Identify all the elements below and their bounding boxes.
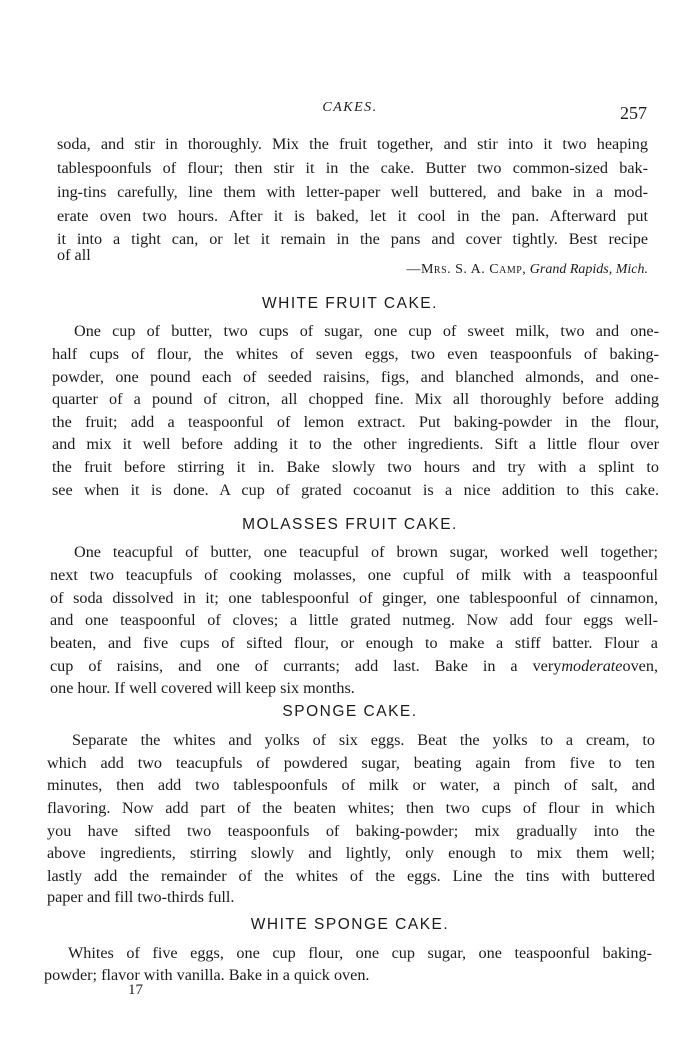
attribution-place: Grand Rapids, Mich. xyxy=(529,262,648,277)
signature-mark: 17 xyxy=(128,982,143,998)
text-line: tablespoonfuls of flour; then stir it in the cake. Butter two common-sized bak- xyxy=(57,159,648,177)
text-line: ing-tins carefully, line them with letter-paper well buttered, and bake in a mod- xyxy=(57,183,648,201)
text-line: and one teaspoonful of cloves; a little grated nutmeg. Now add four eggs well- xyxy=(50,611,658,629)
text-line: you have sifted two teaspoonfuls of baking-powder; mix gradually into the xyxy=(47,822,655,840)
text-segment: cup of raisins, and one of currants; add last. Bake in a very xyxy=(50,657,562,675)
page-number: 257 xyxy=(620,103,647,123)
emphasis-word: moderate xyxy=(561,657,623,675)
recipe-title-white-fruit-cake: WHITE FRUIT CAKE. xyxy=(262,295,438,312)
text-line: minutes, then add two tablespoonfuls of milk or water, a pinch of salt, and xyxy=(47,776,655,794)
recipe-title-white-sponge-cake: WHITE SPONGE CAKE. xyxy=(250,916,450,933)
text-line: the fruit; add a teaspoonful of lemon extract. Put baking-powder in the flour, xyxy=(52,413,659,431)
recipe-title-sponge-cake: SPONGE CAKE. xyxy=(282,703,418,720)
text-line-with-emphasis xyxy=(50,656,658,676)
text-line: the fruit before stirring it in. Bake slowly two hours and try with a splint to xyxy=(52,458,659,476)
text-line: it into a tight can, or let it remain in the pans and cover tightly. Best recipe xyxy=(57,230,648,248)
text-line: of soda dissolved in it; one tablespoonful of ginger, one tablespoonful of cinnamon, xyxy=(50,589,658,607)
text-line: above ingredients, stirring slowly and lightly, only enough to mix them well; xyxy=(47,844,655,862)
text-line: powder, one pound each of seeded raisins, figs, and blanched almonds, and one- xyxy=(52,368,659,386)
text-line: next two teacupfuls of cooking molasses, one cupful of milk with a teaspoonful xyxy=(50,566,658,584)
text-line: and mix it well before adding it to the other ingredients. Sift a little flour over xyxy=(52,435,659,453)
text-line: One teacupful of butter, one teacupful of brown sugar, worked well together; xyxy=(74,543,658,561)
text-line: lastly add the remainder of the whites of the eggs. Line the tins with buttered xyxy=(47,867,655,885)
attribution-name: —Mrs. S. A. Camp, xyxy=(406,262,527,277)
running-title: CAKES. xyxy=(322,100,378,115)
text-line: powder; flavor with vanilla. Bake in a quick oven. xyxy=(44,966,370,984)
recipe-attribution xyxy=(360,262,648,278)
text-line: Whites of five eggs, one cup flour, one cup sugar, one teaspoonful baking- xyxy=(68,944,652,962)
text-line: Separate the whites and yolks of six eggs. Beat the yolks to a cream, to xyxy=(72,731,655,749)
text-line: flavoring. Now add part of the beaten whites; then two cups of flour in which xyxy=(47,799,655,817)
recipe-title-molasses-fruit-cake: MOLASSES FRUIT CAKE. xyxy=(242,516,458,533)
text-line: erate oven two hours. After it is baked, let it cool in the pan. Afterward put xyxy=(57,207,648,225)
text-line: which add two teacupfuls of powdered sugar, beating again from five to ten xyxy=(47,754,655,772)
text-line: quarter of a pound of citron, all chopped fine. Mix all thoroughly before adding xyxy=(52,390,659,408)
text-line: see when it is done. A cup of grated cocoanut is a nice addition to this cake. xyxy=(52,481,659,499)
text-segment: oven, xyxy=(622,657,658,675)
text-line: beaten, and five cups of sifted flour, or enough to make a stiff batter. Flour a xyxy=(50,634,658,652)
text-line: soda, and stir in thoroughly. Mix the fruit together, and stir into it two heaping xyxy=(57,135,648,153)
text-line: of all xyxy=(57,246,91,264)
text-line: half cups of flour, the whites of seven eggs, two even teaspoonfuls of baking- xyxy=(52,345,659,363)
text-line: paper and fill two-thirds full. xyxy=(47,888,235,906)
text-line: One cup of butter, two cups of sugar, one cup of sweet milk, two and one- xyxy=(74,322,659,340)
text-line: one hour. If well covered will keep six months. xyxy=(50,679,355,697)
